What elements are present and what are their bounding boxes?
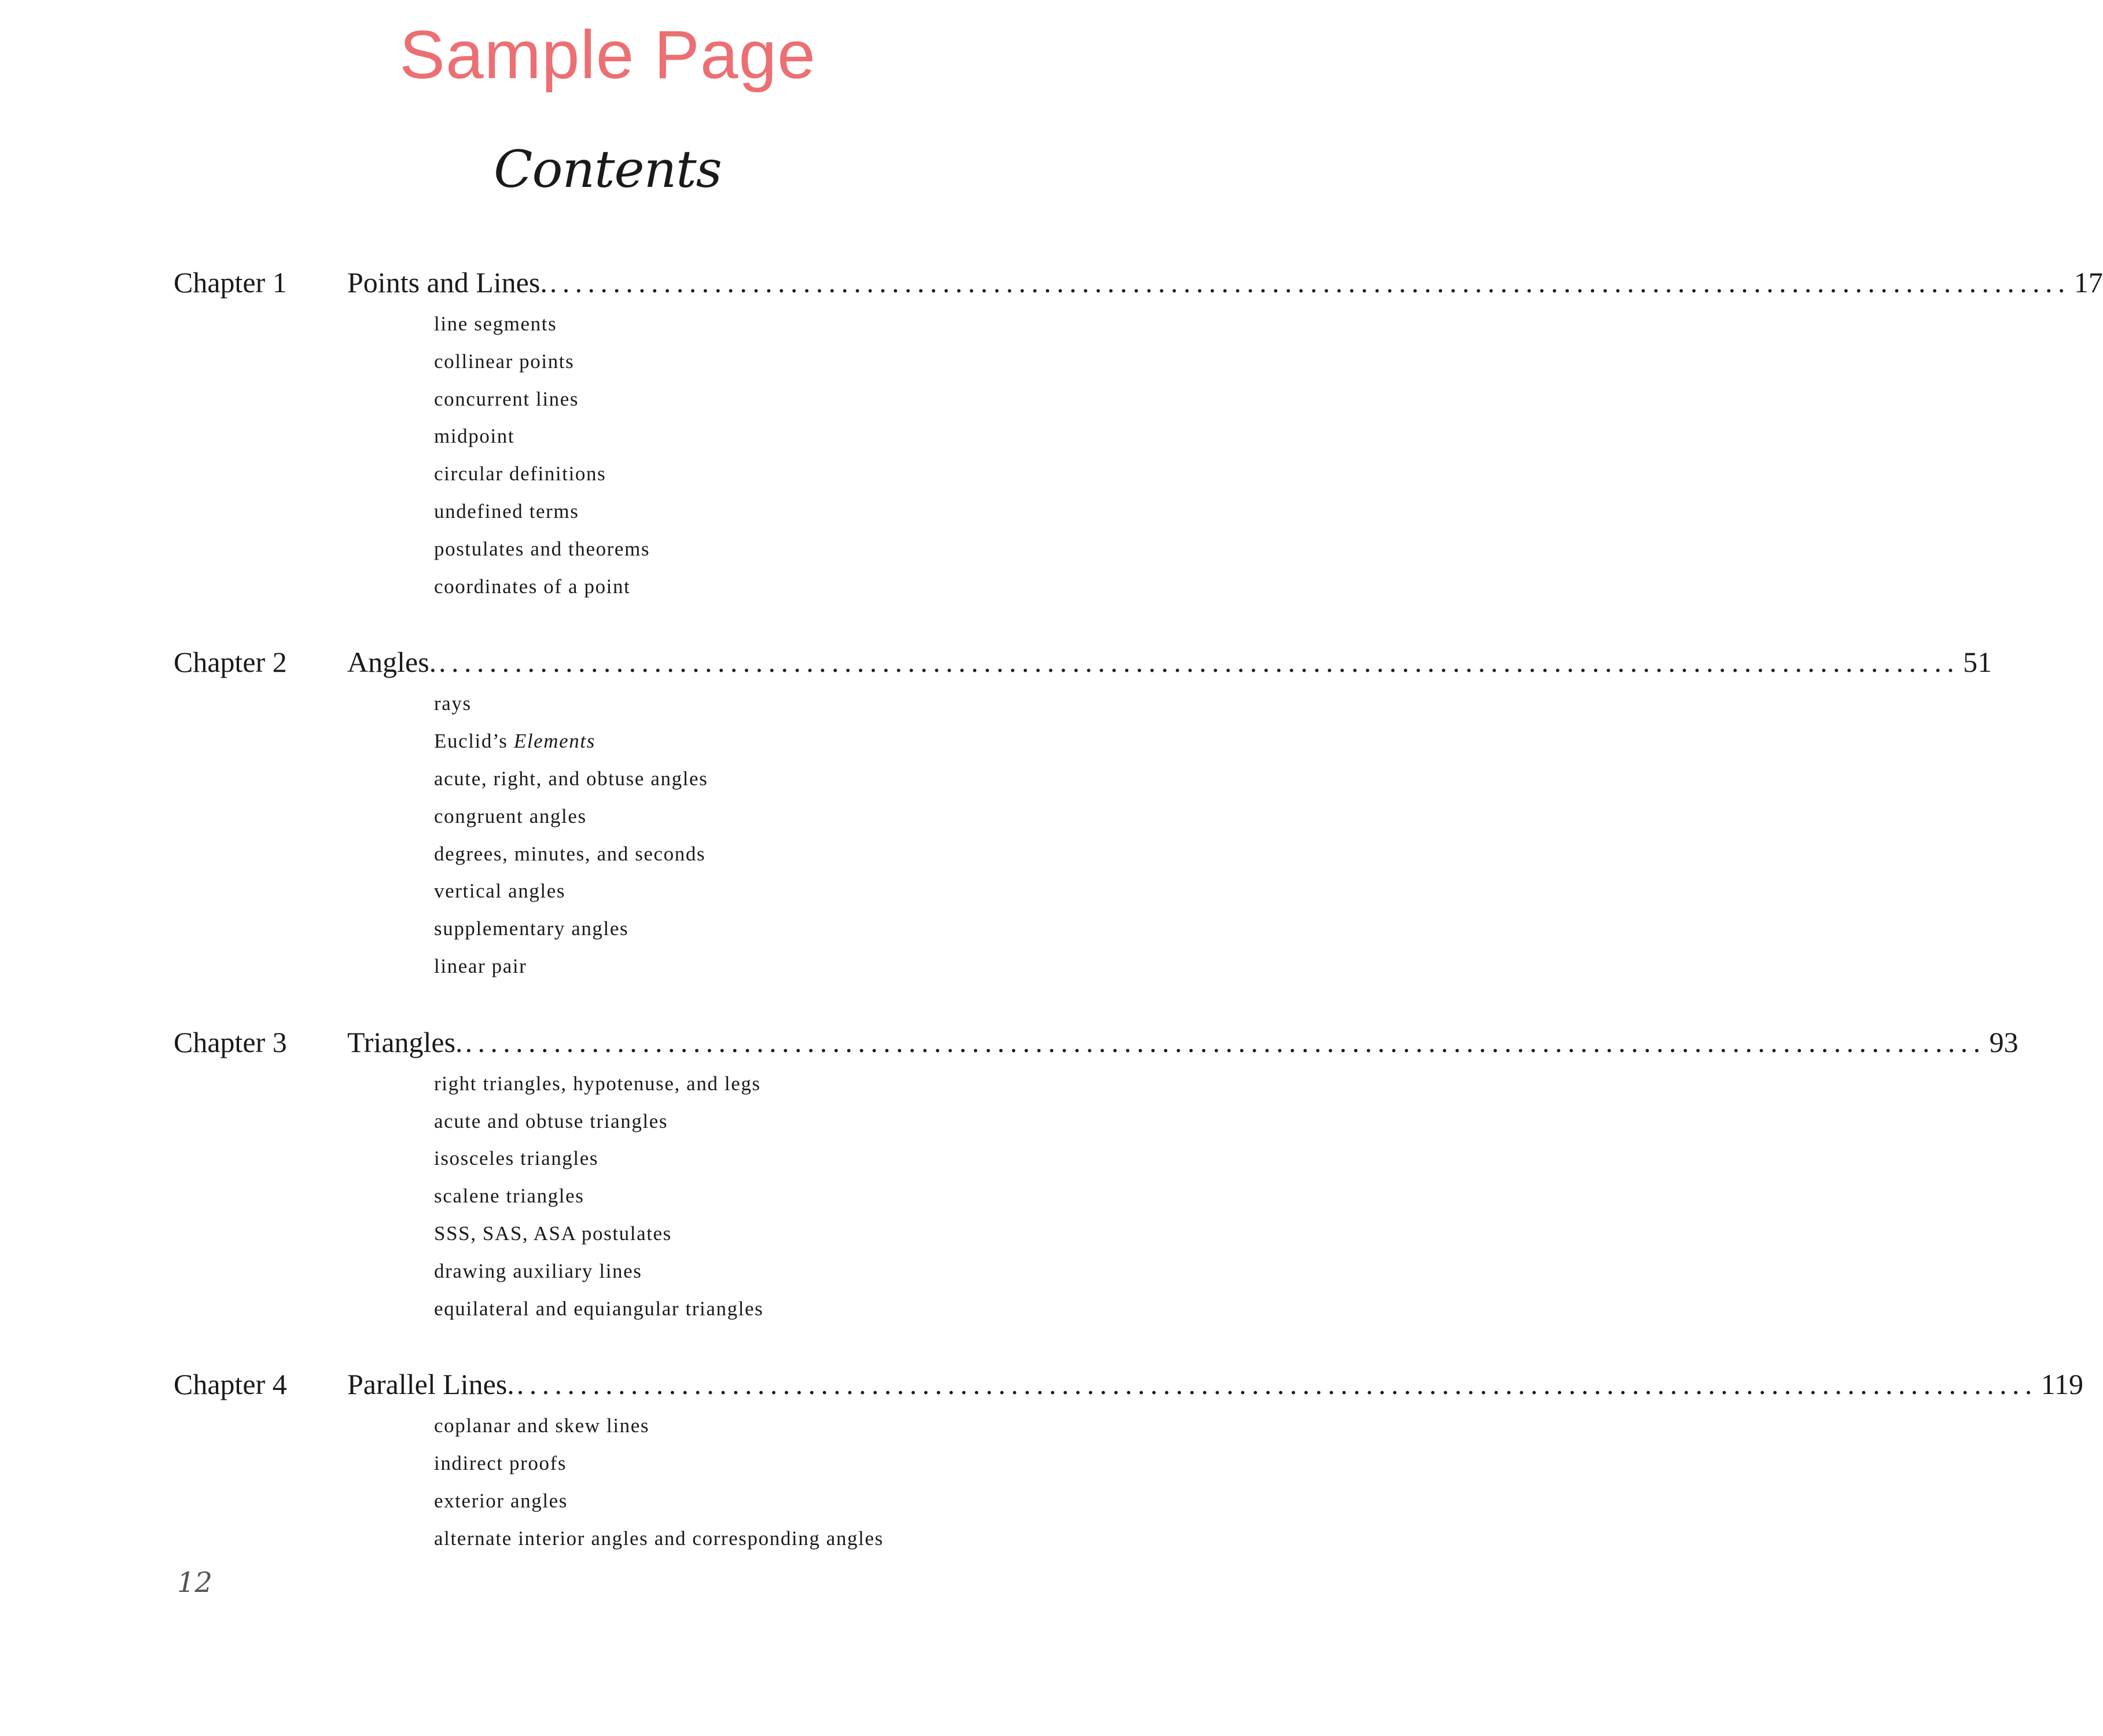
topic-item: right triangles, hypotenuse, and legs	[434, 1072, 761, 1095]
dot-leader: ........................................................................................................................	[465, 1025, 1986, 1058]
dot-leader: ........................................................................................................................	[439, 646, 1960, 679]
chapter-1-topics	[174, 306, 1042, 605]
table-of-contents	[174, 259, 2103, 1591]
topic-item: SSS, SAS, ASA postulates	[434, 1222, 672, 1245]
topic-item: linear pair	[434, 954, 527, 977]
chapter-4-title: Parallel Lines.	[347, 1368, 514, 1401]
chapter-2-row[interactable]	[174, 639, 1992, 685]
chapter-3-label: Chapter 3	[174, 1025, 287, 1058]
topic-text: Euclid’s	[434, 730, 514, 753]
sample-page-watermark: Sample Page	[399, 17, 816, 93]
chapter-4-label: Chapter 4	[174, 1368, 287, 1401]
chapter-2-label: Chapter 2	[174, 646, 287, 679]
topic-item: vertical angles	[434, 880, 566, 903]
topic-item: drawing auxiliary lines	[434, 1259, 642, 1282]
topic-item: acute, right, and obtuse angles	[434, 767, 708, 790]
topic-italic-title: Elements	[513, 730, 595, 753]
chapter-3-page-number: 93	[1989, 1025, 2019, 1058]
topic-item: concurrent lines	[434, 387, 579, 410]
topic-item: circular definitions	[434, 462, 606, 486]
topic-item: postulates and theorems	[434, 537, 650, 560]
topic-item: line segments	[434, 312, 557, 335]
topic-item: supplementary angles	[434, 917, 629, 940]
dot-leader: ........................................................................................................................	[549, 266, 2071, 299]
topic-item: undefined terms	[434, 499, 579, 523]
topic-item: isosceles triangles	[434, 1147, 599, 1170]
page-number-footer: 12	[177, 1566, 213, 1599]
topic-item: coplanar and skew lines	[434, 1414, 650, 1437]
chapter-4-entry	[174, 1361, 2083, 1557]
chapter-2-title: Angles.	[347, 646, 437, 679]
chapter-4-topics	[174, 1407, 1042, 1557]
chapter-3-row[interactable]	[174, 1019, 2019, 1065]
topic-item-euclid	[434, 723, 1042, 760]
chapter-1-entry	[174, 259, 2103, 605]
dot-leader: ........................................................................................................................	[516, 1368, 2038, 1401]
chapter-2-entry	[174, 639, 1992, 985]
chapter-2-page-number: 51	[1963, 646, 1992, 679]
topic-item: coordinates of a point	[434, 575, 631, 598]
chapter-1-label: Chapter 1	[174, 266, 287, 299]
topic-item: congruent angles	[434, 804, 587, 827]
chapter-3-topics	[174, 1065, 1042, 1328]
contents-heading: Contents	[494, 139, 722, 199]
chapter-4-row[interactable]	[174, 1361, 2083, 1407]
topic-item: collinear points	[434, 350, 575, 373]
chapter-3-entry	[174, 1019, 2019, 1328]
topic-item: midpoint	[434, 425, 515, 448]
topic-item: alternate interior angles and corresponding angles	[434, 1527, 884, 1550]
topic-item: exterior angles	[434, 1489, 568, 1512]
chapter-3-title: Triangles.	[347, 1025, 463, 1058]
chapter-1-title: Points and Lines.	[347, 266, 547, 299]
topic-item: equilateral and equiangular triangles	[434, 1297, 764, 1320]
topic-item: acute and obtuse triangles	[434, 1109, 668, 1132]
topic-item: rays	[434, 692, 472, 715]
topic-item: degrees, minutes, and seconds	[434, 842, 706, 865]
chapter-1-page-number: 17	[2073, 266, 2103, 299]
topic-item: indirect proofs	[434, 1452, 567, 1475]
chapter-2-topics	[174, 685, 1042, 985]
chapter-4-page-number: 119	[2041, 1368, 2083, 1401]
topic-item: scalene triangles	[434, 1185, 584, 1208]
chapter-1-row[interactable]	[174, 259, 2103, 306]
